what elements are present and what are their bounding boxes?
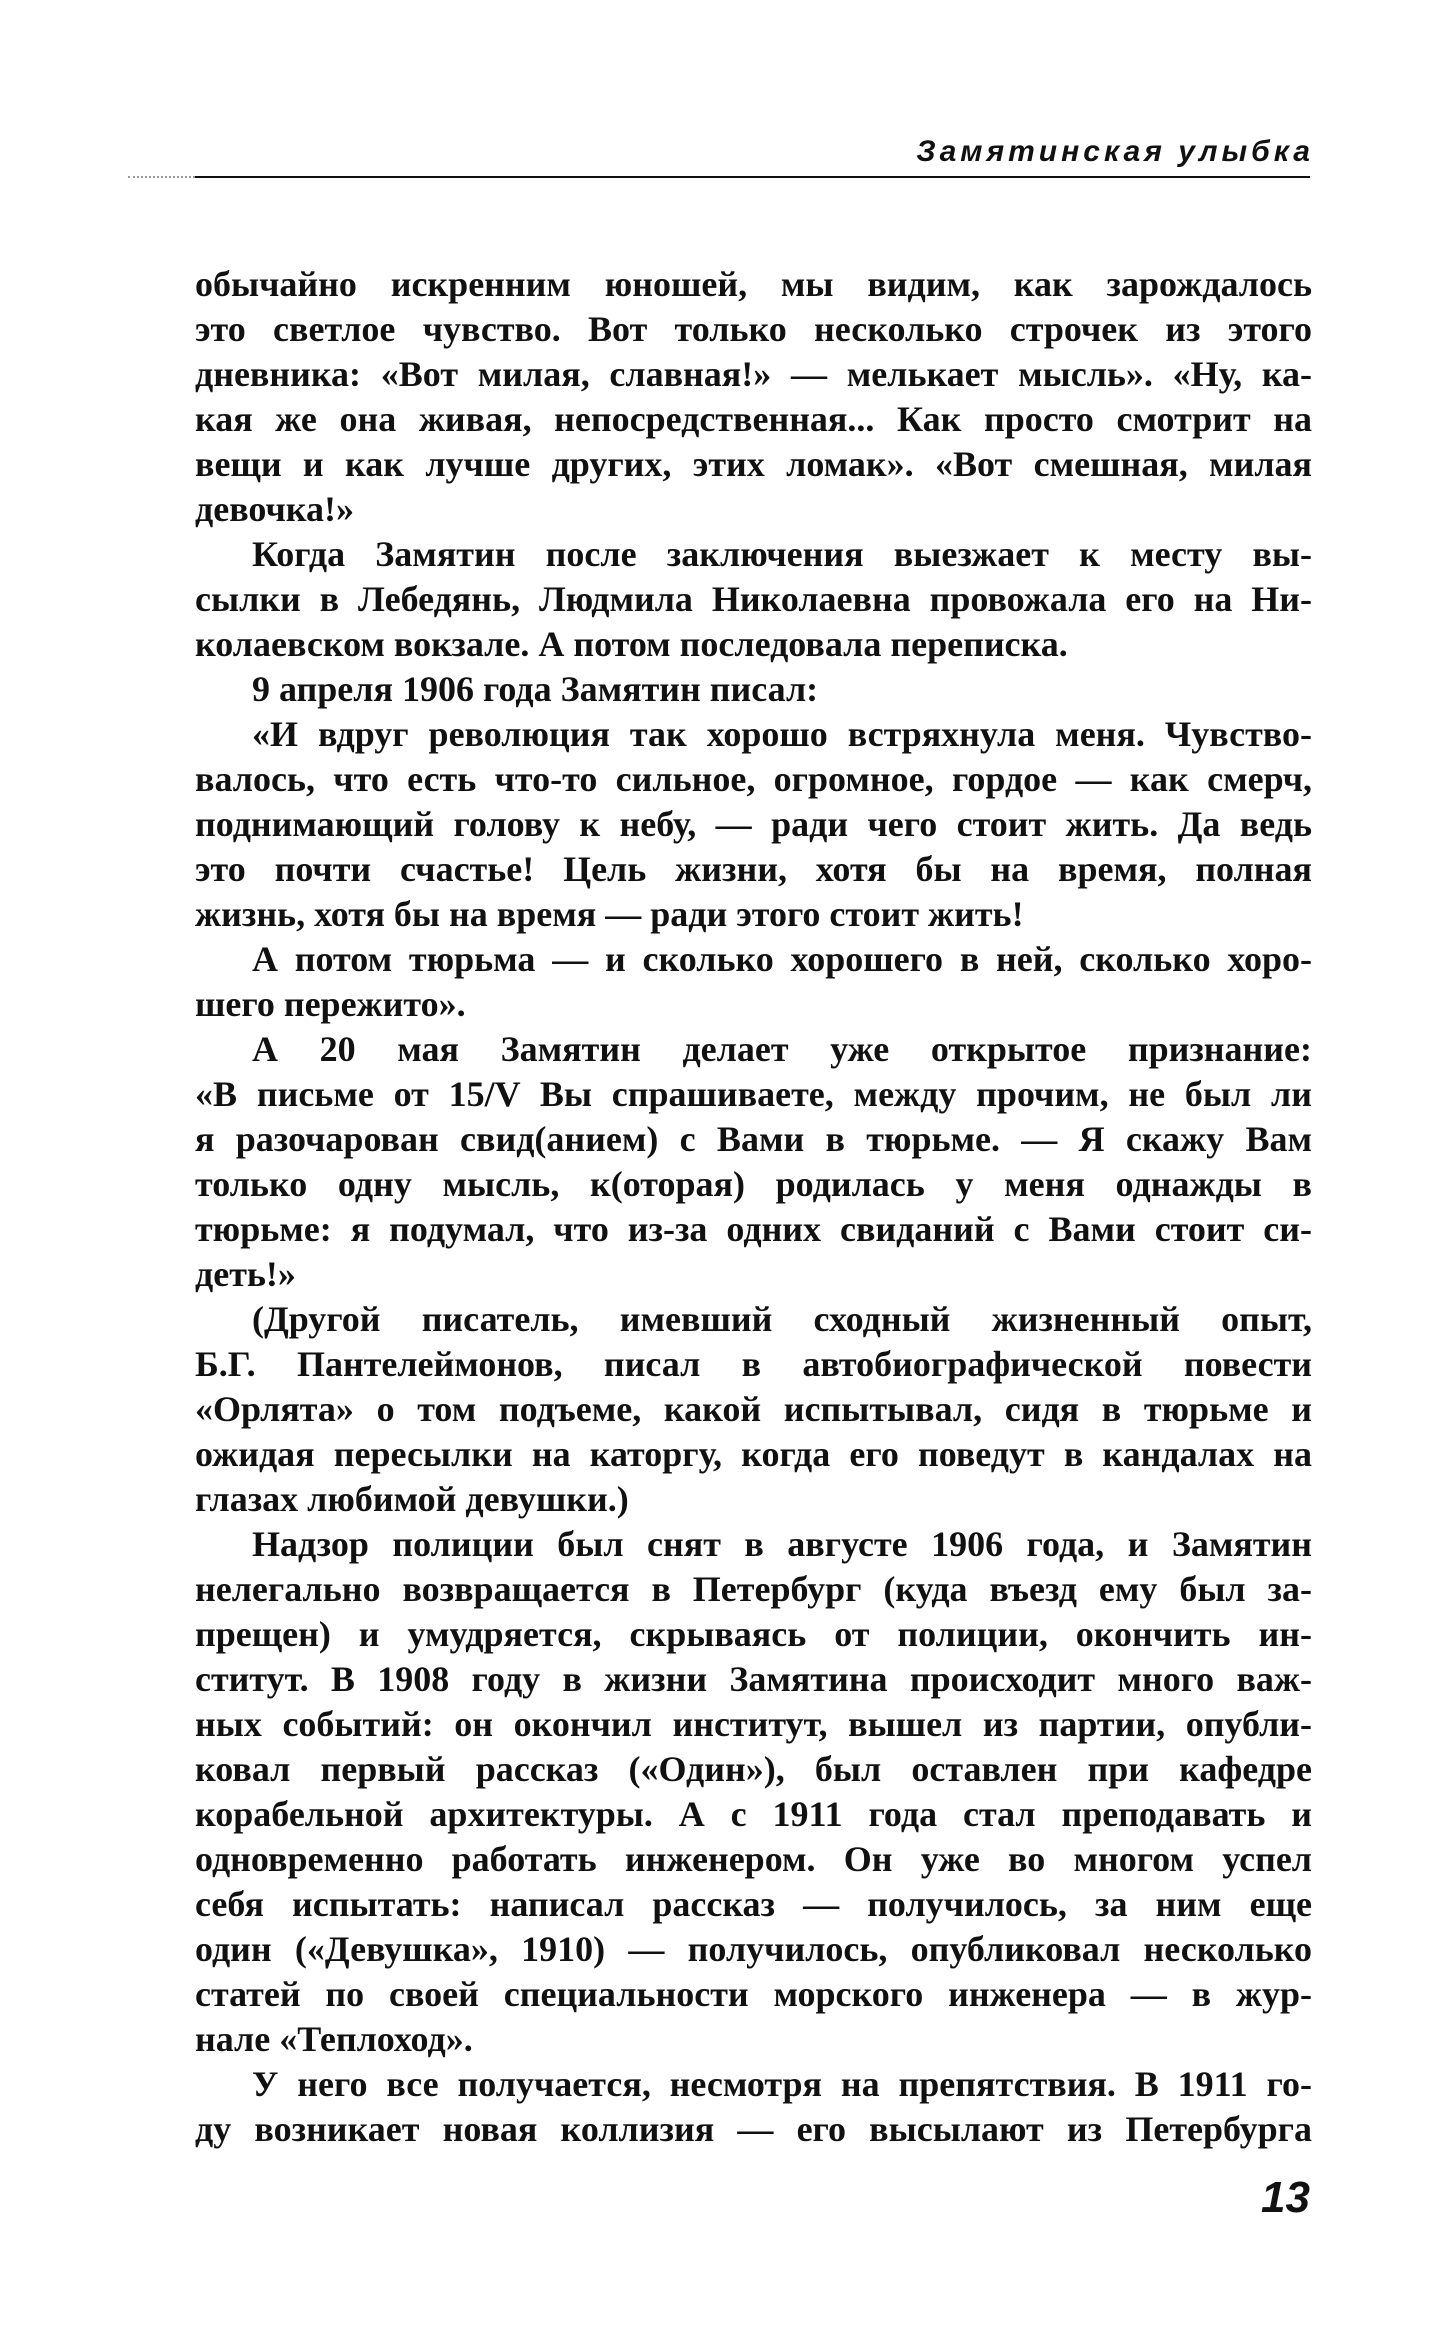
header-rule-faint (128, 176, 195, 178)
text-line: ных событий: он окончил институт, вышел из партии, опубли- (195, 1704, 1312, 1744)
text-line: (Другой писатель, имевший сходный жизненный опыт, (252, 1299, 1312, 1339)
text-line: «И вдруг революция так хорошо встряхнула меня. Чувство- (252, 714, 1312, 754)
text-line: Когда Замятин после заключения выезжает к месту вы- (252, 534, 1312, 574)
paragraph (195, 937, 1312, 1027)
text-line: Надзор полиции был снят в августе 1906 года, и Замятин (252, 1524, 1312, 1564)
text-line: А 20 мая Замятин делает уже открытое признание: (252, 1029, 1312, 1069)
paragraph (195, 262, 1312, 532)
text-line: глазах любимой девушки.) (195, 1479, 629, 1519)
text-line: ожидая пересылки на каторгу, когда его поведут в кандалах на (195, 1434, 1312, 1474)
text-line: это светлое чувство. Вот только несколько строчек из этого (195, 309, 1312, 349)
text-line: статей по своей специальности морского инженера — в жур- (195, 1974, 1312, 2014)
text-line: колаевском вокзале. А потом последовала переписка. (195, 624, 1068, 664)
text-line: корабельной архитектуры. А с 1911 года стал преподавать и (195, 1794, 1312, 1834)
text-line: У него все получается, несмотря на препятствия. В 1911 го- (252, 2064, 1312, 2104)
text-line: 9 апреля 1906 года Замятин писал: (252, 669, 819, 709)
text-line: себя испытать: написал рассказ — получилось, за ним еще (195, 1884, 1312, 1924)
text-line: «Орлята» о том подъеме, какой испытывал, сидя в тюрьме и (195, 1389, 1312, 1429)
text-line: девочка!» (195, 489, 354, 529)
text-line: вещи и как лучше других, этих ломак». «Вот смешная, милая (195, 444, 1312, 484)
text-line: сылки в Лебедянь, Людмила Николаевна провожала его на Ни- (195, 579, 1312, 619)
text-line: обычайно искренним юношей, мы видим, как зарождалось (195, 264, 1312, 304)
text-line: один («Девушка», 1910) — получилось, опубликовал несколько (195, 1929, 1312, 1969)
text-line: это почти счастье! Цель жизни, хотя бы на время, полная (195, 849, 1312, 889)
text-line: «В письме от 15/V Вы спрашиваете, между прочим, не был ли (195, 1074, 1312, 1114)
paragraph (195, 1297, 1312, 1522)
text-line: А потом тюрьма — и сколько хорошего в ней, сколько хоро- (252, 939, 1312, 979)
text-line: нале «Теплоход». (195, 2019, 473, 2059)
text-line: я разочарован свид(анием) с Вами в тюрьме. — Я скажу Вам (195, 1119, 1312, 1159)
text-line: тюрьме: я подумал, что из-за одних свиданий с Вами стоит си- (195, 1209, 1312, 1249)
text-line: прещен) и умудряется, скрываясь от полиции, окончить ин- (195, 1614, 1312, 1654)
text-line: Б.Г. Пантелеймонов, писал в автобиографической повести (195, 1344, 1312, 1384)
text-line: ститут. В 1908 году в жизни Замятина происходит много важ- (195, 1659, 1312, 1699)
text-line: дневника: «Вот милая, славная!» — мелькает мысль». «Ну, ка- (195, 354, 1312, 394)
text-line: валось, что есть что-то сильное, огромное, гордое — как смерч, (195, 759, 1312, 799)
text-line: шего пережито». (195, 984, 466, 1024)
text-line: жизнь, хотя бы на время — ради этого стоит жить! (195, 894, 1024, 934)
paragraph (195, 532, 1312, 667)
running-head: Замятинская улыбка (916, 135, 1314, 168)
paragraph (195, 1522, 1312, 2062)
paragraph (195, 1027, 1312, 1297)
paragraph (195, 667, 1312, 712)
paragraph (195, 712, 1312, 937)
text-line: деть!» (195, 1254, 296, 1294)
page-number: 13 (1261, 2173, 1310, 2222)
text-line: ковал первый рассказ («Один»), был оставлен при кафедре (195, 1749, 1312, 1789)
text-line: поднимающий голову к небу, — ради чего стоит жить. Да ведь (195, 804, 1312, 844)
header-rule (195, 176, 1310, 178)
paragraph (195, 2062, 1312, 2152)
text-line: только одну мысль, к(оторая) родилась у меня однажды в (195, 1164, 1312, 1204)
text-line: одновременно работать инженером. Он уже во многом успел (195, 1839, 1312, 1879)
text-line: ду возникает новая коллизия — его высылают из Петербурга (195, 2109, 1312, 2149)
text-line: кая же она живая, непосредственная... Как просто смотрит на (195, 399, 1312, 439)
text-line: нелегально возвращается в Петербург (куда въезд ему был за- (195, 1569, 1312, 1609)
body-text (195, 262, 1312, 2152)
